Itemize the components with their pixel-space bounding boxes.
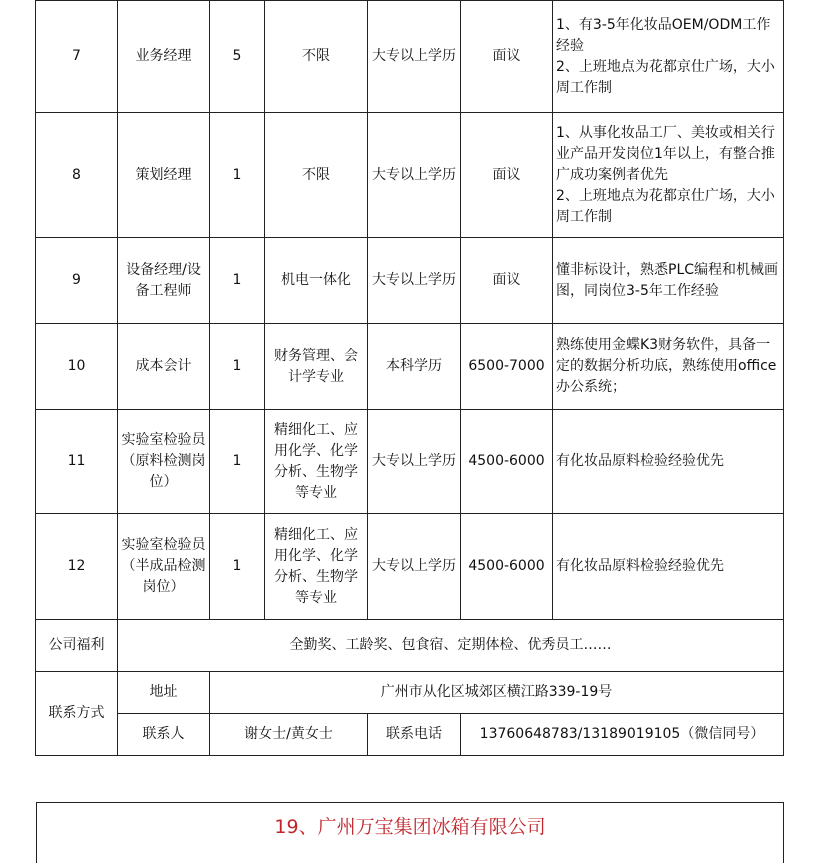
job-major: 精细化工、应用化学、化学分析、生物学等专业 (265, 410, 368, 514)
phone-label: 联系电话 (368, 714, 461, 756)
next-company-section (36, 802, 784, 863)
job-number: 8 (36, 113, 118, 238)
job-education: 大专以上学历 (368, 113, 461, 238)
job-title: 成本会计 (118, 324, 210, 410)
job-education: 大专以上学历 (368, 514, 461, 620)
job-number: 7 (36, 1, 118, 113)
job-major: 机电一体化 (265, 238, 368, 324)
job-number: 11 (36, 410, 118, 514)
job-salary: 6500-7000 (461, 324, 553, 410)
job-requirements: 有化妆品原料检验经验优先 (553, 514, 784, 620)
job-title: 实验室检验员 （原料检测岗位） (118, 410, 210, 514)
job-education: 大专以上学历 (368, 1, 461, 113)
table-row (36, 514, 784, 620)
job-education: 本科学历 (368, 324, 461, 410)
job-salary: 面议 (461, 238, 553, 324)
job-major: 精细化工、应用化学、化学分析、生物学等专业 (265, 514, 368, 620)
job-salary: 面议 (461, 1, 553, 113)
job-salary: 4500-6000 (461, 410, 553, 514)
table-row (36, 324, 784, 410)
job-requirements: 熟练使用金蝶K3财务软件，具备一定的数据分析功底，熟练使用office办公系统； (553, 324, 784, 410)
job-requirements: 懂非标设计，熟悉PLC编程和机械画图，同岗位3-5年工作经验 (553, 238, 784, 324)
job-title: 设备经理/设备工程师 (118, 238, 210, 324)
job-salary: 4500-6000 (461, 514, 553, 620)
company-title: 19、广州万宝集团冰箱有限公司 (274, 816, 546, 838)
job-requirements: 1、从事化妆品工厂、美妆或相关行业产品开发岗位1年以上，有整合推广成功案例者优先 2、上班地点为花都京仕广场，大小周工作制 (553, 113, 784, 238)
job-major: 不限 (265, 1, 368, 113)
contact-address-row (36, 672, 784, 714)
job-title: 业务经理 (118, 1, 210, 113)
job-major: 不限 (265, 113, 368, 238)
address-value: 广州市从化区城郊区横江路339-19号 (210, 672, 784, 714)
job-education: 大专以上学历 (368, 238, 461, 324)
benefits-row (36, 620, 784, 672)
table-row (36, 113, 784, 238)
person-label: 联系人 (118, 714, 210, 756)
address-label: 地址 (118, 672, 210, 714)
job-requirements: 有化妆品原料检验经验优先 (553, 410, 784, 514)
job-requirements: 1、有3-5年化妆品OEM/ODM工作经验 2、上班地点为花都京仕广场，大小周工作制 (553, 1, 784, 113)
job-number: 9 (36, 238, 118, 324)
job-table (35, 0, 784, 756)
job-count: 1 (210, 514, 265, 620)
job-count: 5 (210, 1, 265, 113)
contact-label: 联系方式 (36, 672, 118, 756)
job-salary: 面议 (461, 113, 553, 238)
benefits-label: 公司福利 (36, 620, 118, 672)
table-row (36, 238, 784, 324)
table-row (36, 410, 784, 514)
job-count: 1 (210, 113, 265, 238)
job-count: 1 (210, 324, 265, 410)
contact-person-row (36, 714, 784, 756)
benefits-value: 全勤奖、工龄奖、包食宿、定期体检、优秀员工…… (118, 620, 784, 672)
job-count: 1 (210, 238, 265, 324)
job-title: 实验室检验员 （半成品检测岗位） (118, 514, 210, 620)
person-value: 谢女士/黄女士 (210, 714, 368, 756)
job-number: 12 (36, 514, 118, 620)
job-major: 财务管理、会计学专业 (265, 324, 368, 410)
table-row (36, 1, 784, 113)
phone-value: 13760648783/13189019105（微信同号） (461, 714, 784, 756)
job-count: 1 (210, 410, 265, 514)
job-number: 10 (36, 324, 118, 410)
job-title: 策划经理 (118, 113, 210, 238)
job-table-body (36, 1, 784, 756)
job-education: 大专以上学历 (368, 410, 461, 514)
